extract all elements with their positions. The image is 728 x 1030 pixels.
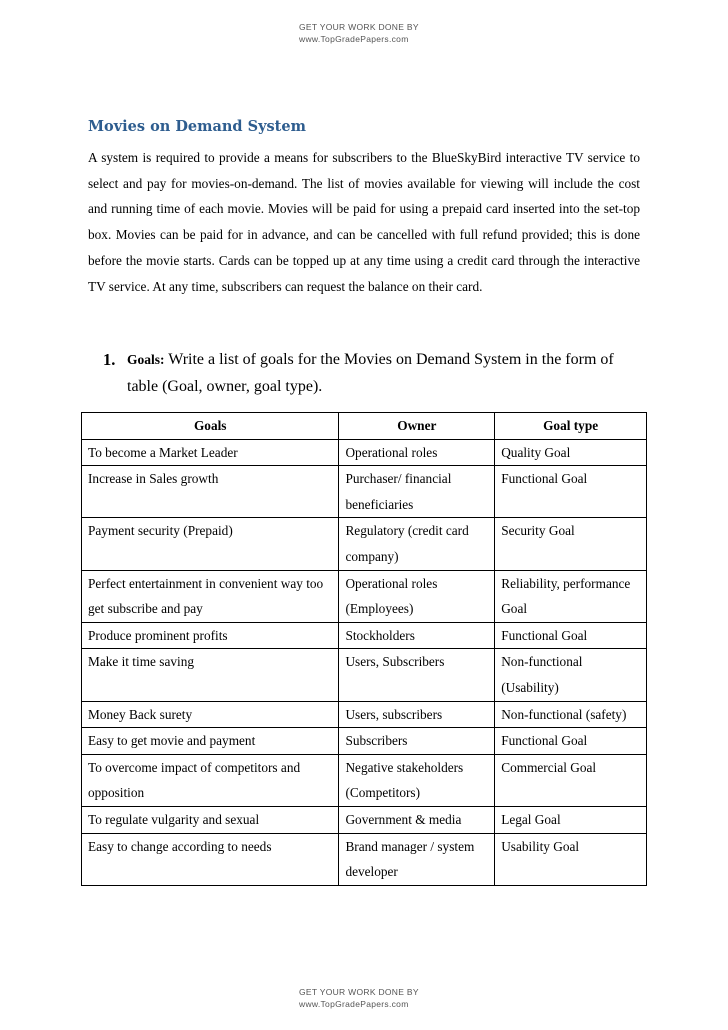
owner-cell: Operational roles (Employees) <box>339 570 495 622</box>
table-row <box>82 701 647 728</box>
table-row <box>82 570 647 622</box>
intro-paragraph: A system is required to provide a means for subscribers to the BlueSkyBird interactive TV service to select and pay for movies-on-demand. The list of movies available for viewing will include the cost and running time of each movie. Movies will be paid for using a prepaid card inserted into the set-top box. Movies can be paid for in advance, and can be cancelled with full refund provided; this is done before the movie starts. Cards can be topped up at any time using a credit card through the interactive TV service. At any time, subscribers can request the balance on their card. <box>88 150 640 294</box>
table-row <box>82 806 647 833</box>
table-row <box>82 649 647 701</box>
goal-cell: To become a Market Leader <box>82 439 339 466</box>
header-owner: Owner <box>339 413 495 440</box>
question-text: Write a list of goals for the Movies on Demand System in the form of table (Goal, owner, goal type). <box>127 351 614 395</box>
goal-type-cell: Quality Goal <box>495 439 647 466</box>
goal-type-cell: Usability Goal <box>495 833 647 885</box>
goal-type-cell: Non-functional (Usability) <box>495 649 647 701</box>
page-header <box>299 21 419 45</box>
table-header-row <box>82 413 647 440</box>
goal-cell: Produce prominent profits <box>82 622 339 649</box>
owner-cell: Negative stakeholders (Competitors) <box>339 754 495 806</box>
question-label: Goals: <box>127 352 165 367</box>
goal-type-cell: Legal Goal <box>495 806 647 833</box>
header-goals: Goals <box>82 413 339 440</box>
goal-type-cell: Functional Goal <box>495 728 647 755</box>
table-row <box>82 622 647 649</box>
owner-cell: Subscribers <box>339 728 495 755</box>
owner-cell: Operational roles <box>339 439 495 466</box>
goal-cell: Easy to change according to needs <box>82 833 339 885</box>
goal-type-cell: Security Goal <box>495 518 647 570</box>
goal-type-cell: Functional Goal <box>495 622 647 649</box>
header-goal-type: Goal type <box>495 413 647 440</box>
goal-type-cell: Reliability, performance Goal <box>495 570 647 622</box>
goal-cell: Make it time saving <box>82 649 339 701</box>
goal-cell: Perfect entertainment in convenient way too get subscribe and pay <box>82 570 339 622</box>
question-number: 1. <box>103 350 116 369</box>
question-1 <box>103 346 643 400</box>
table-row <box>82 728 647 755</box>
footer-line-2: www.TopGradePapers.com <box>299 999 409 1009</box>
goal-cell: Increase in Sales growth <box>82 466 339 518</box>
goal-cell: Payment security (Prepaid) <box>82 518 339 570</box>
owner-cell: Regulatory (credit card company) <box>339 518 495 570</box>
owner-cell: Brand manager / system developer <box>339 833 495 885</box>
page-footer <box>299 986 419 1010</box>
owner-cell: Purchaser/ financial beneficiaries <box>339 466 495 518</box>
goal-cell: Money Back surety <box>82 701 339 728</box>
owner-cell: Stockholders <box>339 622 495 649</box>
table-row <box>82 754 647 806</box>
table-row <box>82 466 647 518</box>
goal-type-cell: Functional Goal <box>495 466 647 518</box>
document-title: Movies on Demand System <box>88 118 306 135</box>
header-line-2: www.TopGradePapers.com <box>299 34 409 44</box>
footer-line-1: GET YOUR WORK DONE BY <box>299 987 419 997</box>
goal-type-cell: Non-functional (safety) <box>495 701 647 728</box>
table-row <box>82 518 647 570</box>
goal-cell: Easy to get movie and payment <box>82 728 339 755</box>
owner-cell: Users, Subscribers <box>339 649 495 701</box>
owner-cell: Users, subscribers <box>339 701 495 728</box>
header-line-1: GET YOUR WORK DONE BY <box>299 22 419 32</box>
goal-type-cell: Commercial Goal <box>495 754 647 806</box>
goal-cell: To regulate vulgarity and sexual <box>82 806 339 833</box>
goal-cell: To overcome impact of competitors and opposition <box>82 754 339 806</box>
owner-cell: Government & media <box>339 806 495 833</box>
table-row <box>82 833 647 885</box>
goals-table <box>81 412 647 886</box>
table-row <box>82 439 647 466</box>
